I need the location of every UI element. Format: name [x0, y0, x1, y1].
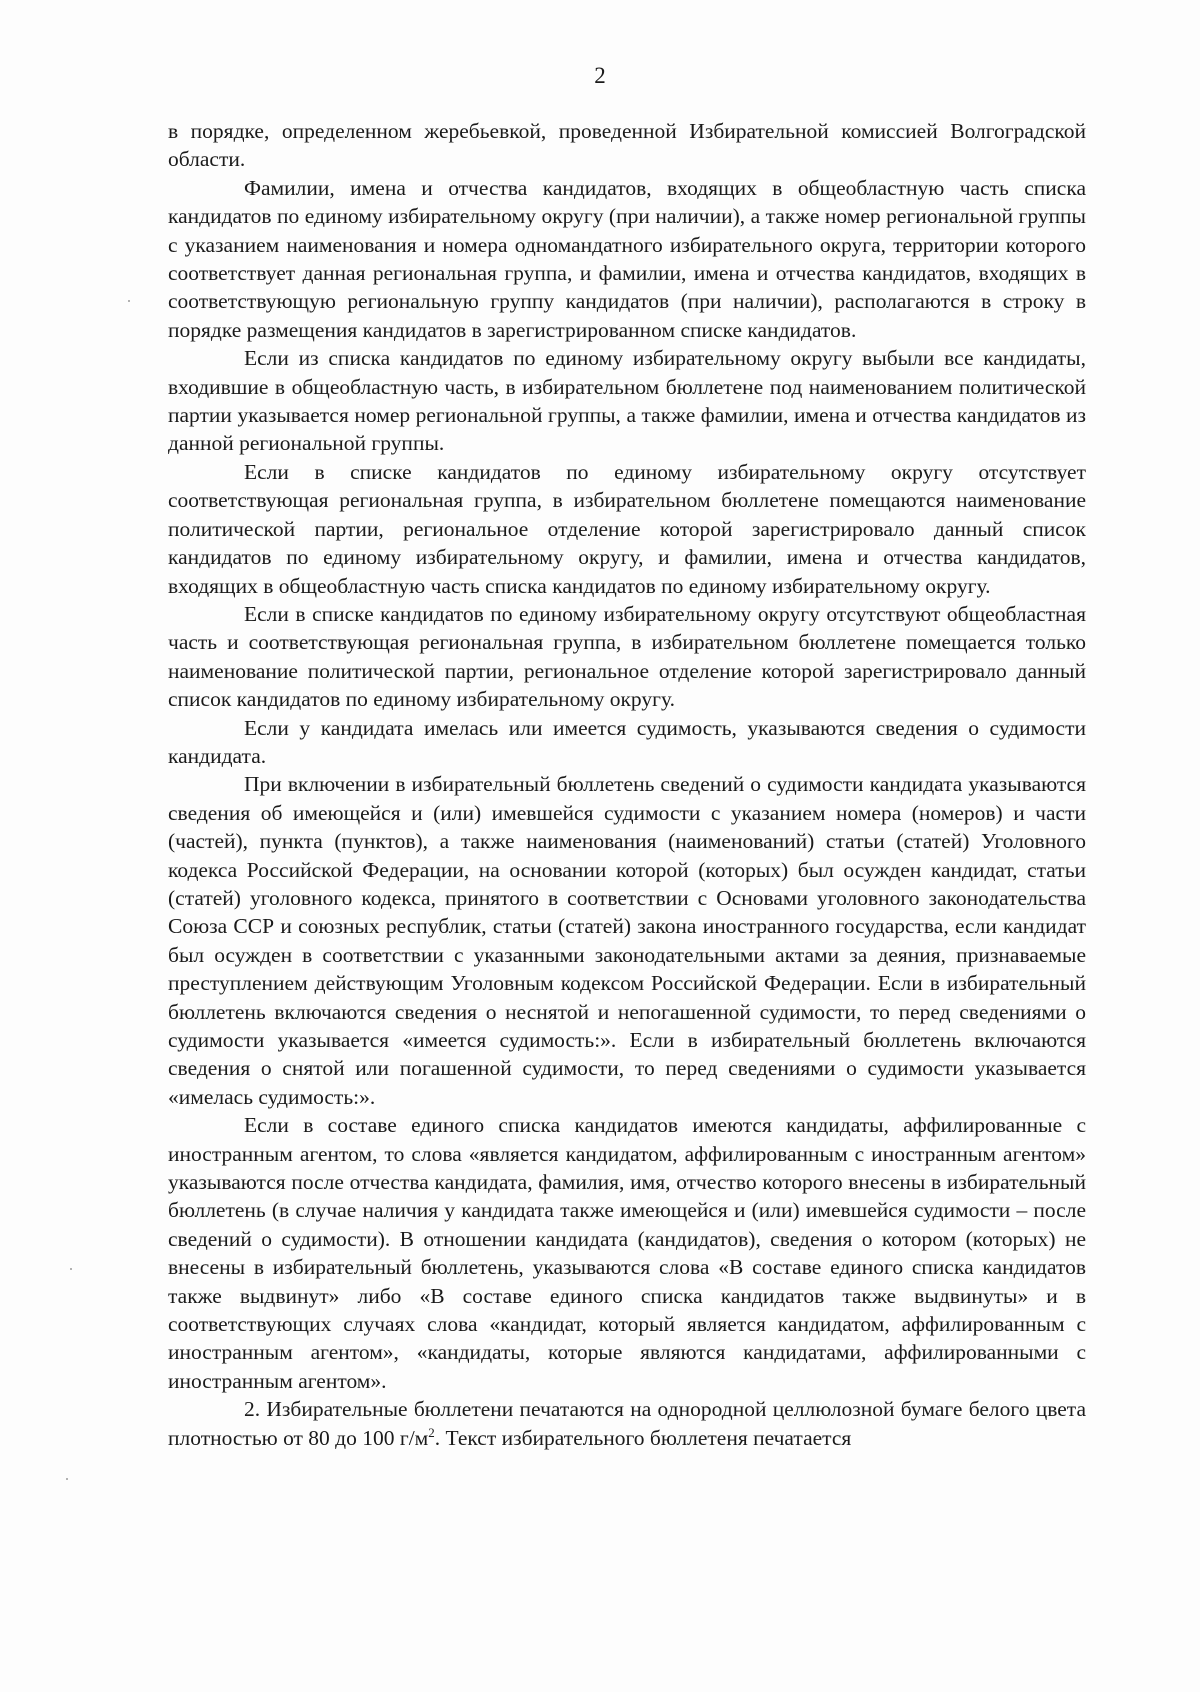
paragraph: Фамилии, имена и отчества кандидатов, входящих в общеобластную часть списка кандидатов по единому избирательному округу (при наличии), а также номер региональной группы с указанием наименования и номера одномандатного избирательного округа, территории которого соответствует данная региональная группа, и фамилии, имена и отчества кандидатов, входящих в соответствующую региональную группу кандидатов (при наличии), располагаются в строку в порядке размещения кандидатов в зарегистрированном списке кандидатов.	[168, 175, 1086, 342]
paragraph-text: 2. Избирательные бюллетени печатаются на однородной целлюлозной бумаге белого цвета плотностью от 80 до 100 г/м	[168, 1397, 1086, 1450]
page-number: 2	[594, 63, 606, 88]
paragraph: Если в списке кандидатов по единому избирательному округу отсутствуют общеобластная часть и соответствующая региональная группа, в избирательном бюллетене помещается только наименование политической партии, региональное отделение которой зарегистрировало данный список кандидатов по единому избирательному округу.	[168, 601, 1086, 712]
paragraph: Если у кандидата имелась или имеется судимость, указываются сведения о судимости кандидата.	[168, 715, 1086, 768]
paragraph: При включении в избирательный бюллетень сведений о судимости кандидата указываются сведения об имеющейся и (или) имевшейся судимости с указанием номера (номеров) и части (частей), пункта (пунктов), а также наименования (наименований) статьи (статей) Уголовного кодекса Российской Федерации, на основании которой (которых) был осужден кандидат, статьи (статей) уголовного кодекса, принятого в соответствии с Основами уголовного законодательства Союза ССР и союзных республик, статьи (статей) закона иностранного государства, если кандидат был осужден в соответствии с указанными законодательными актами за деяния, признаваемые преступлением действующим Уголовным кодексом Российской Федерации. Если в избирательный бюллетень включаются сведения о неснятой и непогашенной судимости, то перед сведениями о судимости указывается «имеется судимость:». Если в избирательный бюллетень включаются сведения о снятой или погашенной судимости, то перед сведениями о судимости указывается «имелась судимость:».	[168, 772, 1086, 1109]
paragraph-ballot-paper	[168, 1395, 1086, 1452]
paragraph-text: . Текст избирательного бюллетеня печатается	[434, 1425, 852, 1450]
paragraph: Если из списка кандидатов по единому избирательному округу выбыли все кандидаты, входившие в общеобластную часть, в избирательном бюллетене под наименованием политической партии указывается номер региональной группы, а также фамилии, имена и отчества кандидатов из данной региональной группы.	[168, 346, 1086, 456]
paragraph: Если в списке кандидатов по единому избирательному округу отсутствует соответствующая региональная группа, в избирательном бюллетене помещаются наименование политической партии, региональное отделение которой зарегистрировало данный список кандидатов по единому избирательному округу, и фамилии, имена и отчества кандидатов, входящих в общеобластную часть списка кандидатов по единому избирательному округу.	[168, 459, 1086, 598]
paragraph: в порядке, определенном жеребьевкой, проведенной Избирательной комиссией Волгоградской области.	[168, 119, 1086, 172]
scan-speck	[66, 1478, 68, 1480]
scan-speck	[70, 1268, 72, 1270]
paragraph: Если в составе единого списка кандидатов имеются кандидаты, аффилированные с иностранным агентом, то слова «является кандидатом, аффилированным с иностранным агентом» указываются после отчества кандидата, фамилия, имя, отчество которого внесены в избирательный бюллетень (в случае наличия у кандидата также имеющейся и (или) имевшейся судимости – после сведений о судимости). В отношении кандидата (кандидатов), сведения о котором (которых) не внесены в избирательный бюллетень, указываются слова «В составе единого списка кандидатов также выдвинут» либо «В составе единого списка кандидатов также выдвинуты» и в соответствующих случаях слова «кандидат, который является кандидатом, аффилированным с иностранным агентом», «кандидаты, которые являются кандидатами, аффилированными с иностранным агентом».	[168, 1113, 1086, 1393]
scan-speck	[128, 300, 130, 302]
superscript: 2	[428, 1424, 435, 1440]
document-body	[168, 117, 1086, 1452]
